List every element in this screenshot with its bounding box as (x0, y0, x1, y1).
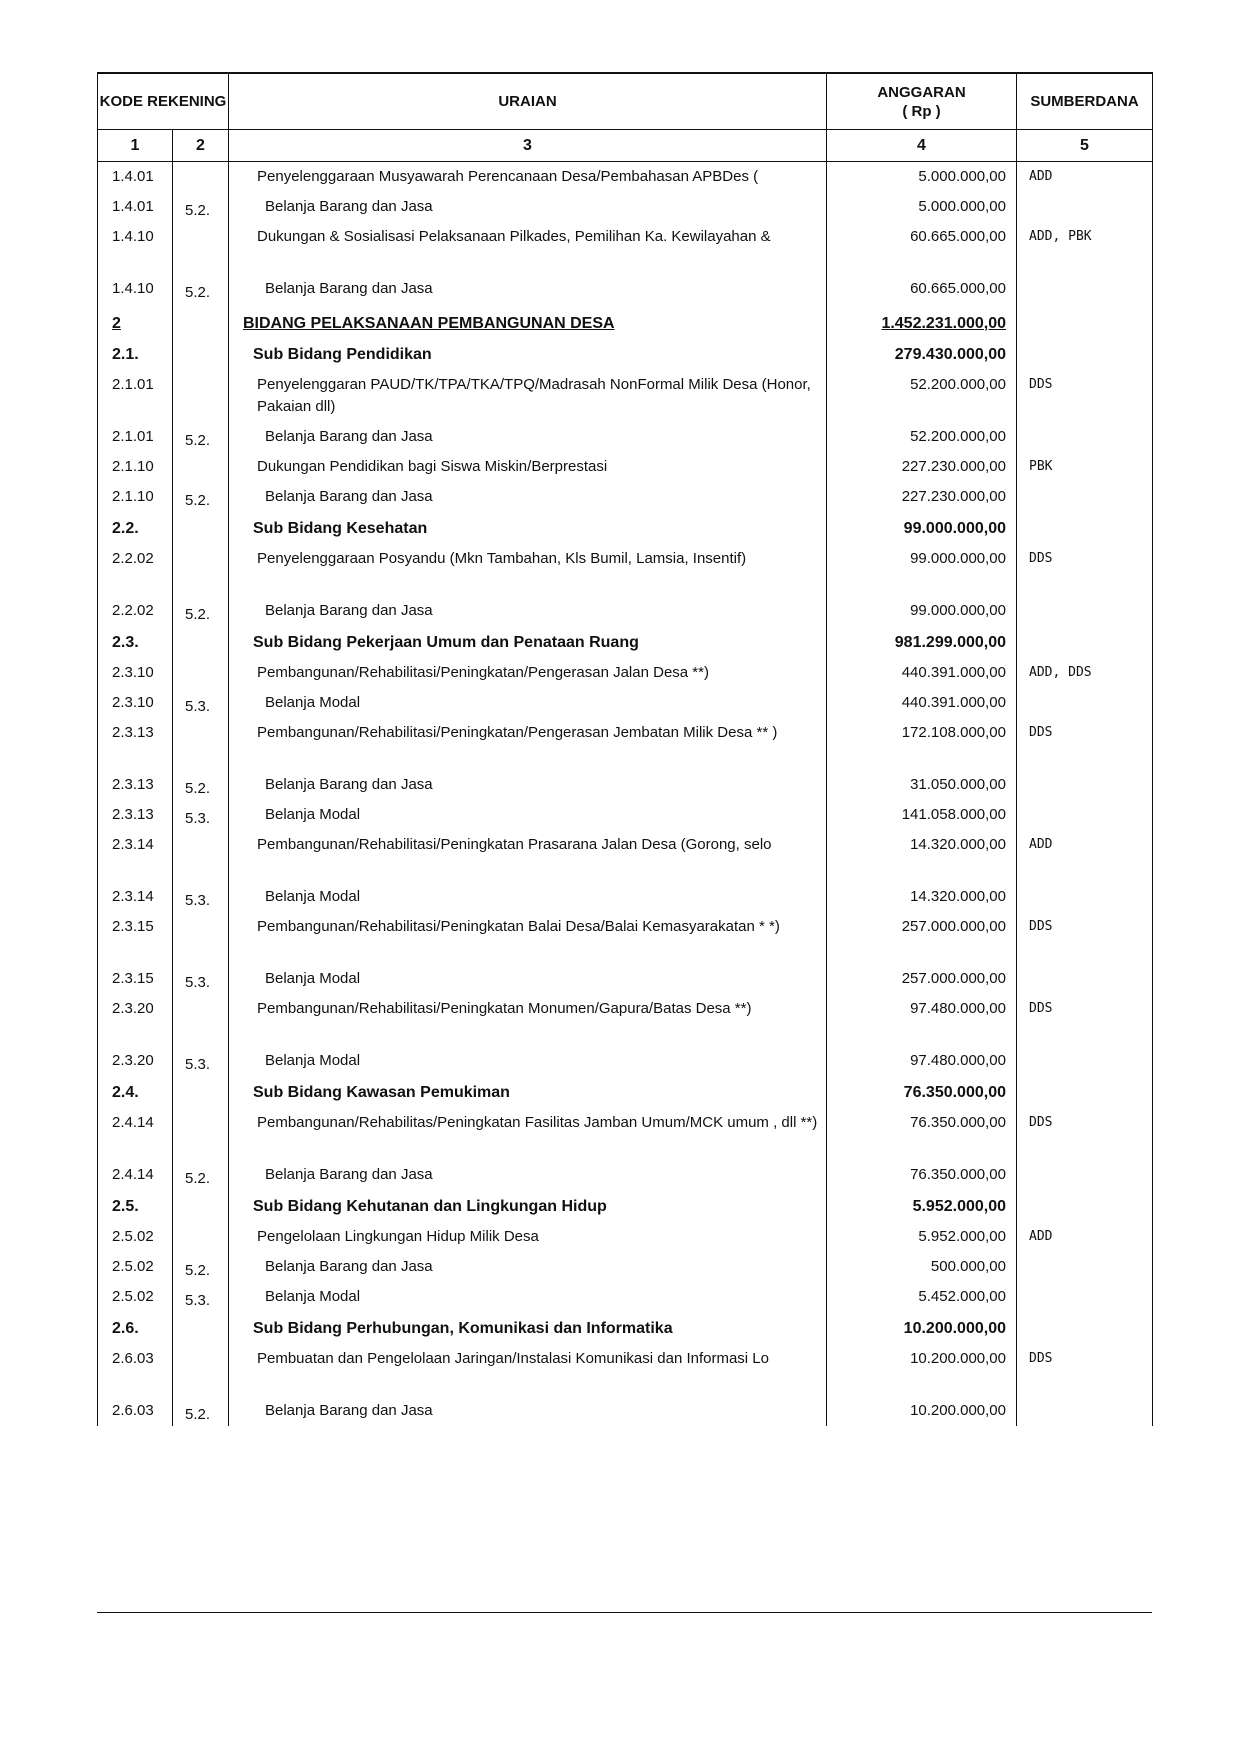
cell-sub-kode: 5.2. (173, 1160, 229, 1190)
cell-kode: 2.1.10 (98, 452, 173, 482)
table-row (98, 964, 1153, 994)
cell-sub-kode (173, 544, 229, 596)
cell-uraian: Sub Bidang Pendidikan (229, 338, 827, 370)
budget-table (97, 72, 1153, 1426)
cell-anggaran: 76.350.000,00 (827, 1160, 1017, 1190)
cell-sumberdana: DDS (1017, 718, 1153, 770)
table-row (98, 718, 1153, 770)
cell-anggaran: 76.350.000,00 (827, 1076, 1017, 1108)
cell-sumberdana (1017, 596, 1153, 626)
table-row (98, 544, 1153, 596)
cell-sub-kode (173, 304, 229, 338)
table-row (98, 688, 1153, 718)
cell-sub-kode: 5.2. (173, 1396, 229, 1426)
table-row (98, 1396, 1153, 1426)
table-row (98, 1282, 1153, 1312)
cell-anggaran: 14.320.000,00 (827, 882, 1017, 912)
cell-uraian: Pengelolaan Lingkungan Hidup Milik Desa (229, 1222, 827, 1252)
table-row (98, 1252, 1153, 1282)
cell-anggaran: 99.000.000,00 (827, 512, 1017, 544)
cell-uraian: Sub Bidang Pekerjaan Umum dan Penataan Ruang (229, 626, 827, 658)
cell-uraian: Belanja Barang dan Jasa (229, 274, 827, 304)
cell-sumberdana (1017, 512, 1153, 544)
cell-uraian: Dukungan & Sosialisasi Pelaksanaan Pilkades, Pemilihan Ka. Kewilayahan & (229, 222, 827, 274)
cell-anggaran: 440.391.000,00 (827, 658, 1017, 688)
cell-kode: 2.3.15 (98, 912, 173, 964)
cell-sumberdana: ADD (1017, 1222, 1153, 1252)
col-number-3: 3 (229, 130, 827, 162)
table-row (98, 882, 1153, 912)
cell-anggaran: 172.108.000,00 (827, 718, 1017, 770)
cell-anggaran: 5.452.000,00 (827, 1282, 1017, 1312)
cell-sumberdana (1017, 482, 1153, 512)
cell-sumberdana (1017, 1312, 1153, 1344)
col-number-1: 1 (98, 130, 173, 162)
cell-anggaran: 10.200.000,00 (827, 1344, 1017, 1396)
cell-sub-kode (173, 1222, 229, 1252)
cell-uraian: Belanja Modal (229, 1046, 827, 1076)
cell-anggaran: 500.000,00 (827, 1252, 1017, 1282)
cell-uraian: Belanja Modal (229, 800, 827, 830)
cell-sub-kode (173, 1344, 229, 1396)
table-row (98, 830, 1153, 882)
cell-sumberdana (1017, 192, 1153, 222)
cell-anggaran: 99.000.000,00 (827, 544, 1017, 596)
cell-kode: 2.2. (98, 512, 173, 544)
cell-kode: 1.4.01 (98, 162, 173, 192)
cell-anggaran: 76.350.000,00 (827, 1108, 1017, 1160)
cell-sumberdana (1017, 1160, 1153, 1190)
cell-sub-kode (173, 370, 229, 422)
cell-uraian: Sub Bidang Kesehatan (229, 512, 827, 544)
table-row (98, 512, 1153, 544)
cell-sub-kode: 5.2. (173, 274, 229, 304)
cell-sumberdana: ADD (1017, 162, 1153, 192)
cell-sub-kode: 5.2. (173, 596, 229, 626)
cell-anggaran: 5.000.000,00 (827, 162, 1017, 192)
cell-anggaran: 97.480.000,00 (827, 994, 1017, 1046)
cell-sumberdana: ADD, DDS (1017, 658, 1153, 688)
cell-sub-kode: 5.2. (173, 1252, 229, 1282)
cell-uraian: Belanja Modal (229, 1282, 827, 1312)
table-row (98, 1160, 1153, 1190)
cell-kode: 2.5.02 (98, 1282, 173, 1312)
cell-kode: 2.5.02 (98, 1222, 173, 1252)
cell-anggaran: 440.391.000,00 (827, 688, 1017, 718)
cell-kode: 2.4.14 (98, 1108, 173, 1160)
cell-uraian: Sub Bidang Perhubungan, Komunikasi dan Informatika (229, 1312, 827, 1344)
cell-uraian: Penyelenggaraan Posyandu (Mkn Tambahan, Kls Bumil, Lamsia, Insentif) (229, 544, 827, 596)
cell-sumberdana (1017, 770, 1153, 800)
table-row (98, 162, 1153, 192)
bottom-rule (97, 1612, 1152, 1613)
cell-sub-kode: 5.3. (173, 800, 229, 830)
cell-uraian: Pembangunan/Rehabilitasi/Peningkatan Prasarana Jalan Desa (Gorong, selo (229, 830, 827, 882)
cell-anggaran: 227.230.000,00 (827, 452, 1017, 482)
cell-anggaran: 14.320.000,00 (827, 830, 1017, 882)
cell-sumberdana: ADD, PBK (1017, 222, 1153, 274)
cell-anggaran: 52.200.000,00 (827, 370, 1017, 422)
cell-kode: 2.3.13 (98, 770, 173, 800)
table-row (98, 658, 1153, 688)
cell-uraian: Belanja Barang dan Jasa (229, 482, 827, 512)
table-body (98, 162, 1153, 1426)
cell-uraian: Pembangunan/Rehabilitasi/Peningkatan Monumen/Gapura/Batas Desa **) (229, 994, 827, 1046)
cell-anggaran: 60.665.000,00 (827, 274, 1017, 304)
table-row (98, 1046, 1153, 1076)
cell-sub-kode (173, 1076, 229, 1108)
cell-kode: 2.3.15 (98, 964, 173, 994)
cell-kode: 2.3.20 (98, 994, 173, 1046)
cell-anggaran: 227.230.000,00 (827, 482, 1017, 512)
table-row (98, 1190, 1153, 1222)
cell-anggaran: 1.452.231.000,00 (827, 304, 1017, 338)
header-anggaran-unit: ( Rp ) (902, 102, 941, 120)
table-row (98, 626, 1153, 658)
cell-kode: 2.3.13 (98, 718, 173, 770)
cell-uraian: Penyelenggaraan Musyawarah Perencanaan Desa/Pembahasan APBDes ( (229, 162, 827, 192)
cell-sub-kode (173, 1108, 229, 1160)
table-row (98, 222, 1153, 274)
col-number-4: 4 (827, 130, 1017, 162)
cell-kode: 2 (98, 304, 173, 338)
cell-uraian: Pembuatan dan Pengelolaan Jaringan/Instalasi Komunikasi dan Informasi Lo (229, 1344, 827, 1396)
cell-kode: 2.1.01 (98, 422, 173, 452)
cell-anggaran: 141.058.000,00 (827, 800, 1017, 830)
cell-uraian: Sub Bidang Kehutanan dan Lingkungan Hidup (229, 1190, 827, 1222)
table-row (98, 596, 1153, 626)
cell-kode: 2.1.10 (98, 482, 173, 512)
table-row (98, 422, 1153, 452)
col-number-5: 5 (1017, 130, 1153, 162)
cell-anggaran: 257.000.000,00 (827, 964, 1017, 994)
cell-sub-kode: 5.2. (173, 192, 229, 222)
cell-sub-kode (173, 658, 229, 688)
cell-kode: 2.5.02 (98, 1252, 173, 1282)
cell-sub-kode: 5.2. (173, 482, 229, 512)
cell-anggaran: 97.480.000,00 (827, 1046, 1017, 1076)
table-row (98, 452, 1153, 482)
cell-anggaran: 10.200.000,00 (827, 1396, 1017, 1426)
cell-sumberdana: ADD (1017, 830, 1153, 882)
cell-sumberdana (1017, 800, 1153, 830)
cell-sub-kode: 5.2. (173, 770, 229, 800)
table-row (98, 482, 1153, 512)
table-row (98, 800, 1153, 830)
cell-sumberdana (1017, 1046, 1153, 1076)
cell-sub-kode: 5.3. (173, 1046, 229, 1076)
budget-sheet (97, 72, 1152, 1426)
cell-uraian: Belanja Barang dan Jasa (229, 1396, 827, 1426)
cell-anggaran: 5.952.000,00 (827, 1190, 1017, 1222)
cell-sumberdana (1017, 964, 1153, 994)
cell-sub-kode: 5.2. (173, 422, 229, 452)
cell-sumberdana: DDS (1017, 912, 1153, 964)
table-row (98, 770, 1153, 800)
table-header (98, 73, 1153, 162)
cell-uraian: Pembangunan/Rehabilitas/Peningkatan Fasilitas Jamban Umum/MCK umum , dll **) (229, 1108, 827, 1160)
cell-kode: 2.3.13 (98, 800, 173, 830)
cell-sumberdana: DDS (1017, 544, 1153, 596)
col-number-2: 2 (173, 130, 229, 162)
cell-sub-kode (173, 452, 229, 482)
table-row (98, 192, 1153, 222)
cell-sumberdana (1017, 882, 1153, 912)
cell-kode: 2.3.14 (98, 882, 173, 912)
cell-sub-kode (173, 912, 229, 964)
cell-anggaran: 981.299.000,00 (827, 626, 1017, 658)
cell-sumberdana: DDS (1017, 370, 1153, 422)
cell-uraian: Dukungan Pendidikan bagi Siswa Miskin/Berprestasi (229, 452, 827, 482)
cell-kode: 2.3. (98, 626, 173, 658)
cell-sumberdana (1017, 422, 1153, 452)
cell-sub-kode (173, 994, 229, 1046)
cell-anggaran: 257.000.000,00 (827, 912, 1017, 964)
cell-kode: 1.4.01 (98, 192, 173, 222)
cell-sub-kode (173, 512, 229, 544)
cell-anggaran: 279.430.000,00 (827, 338, 1017, 370)
cell-kode: 2.6.03 (98, 1344, 173, 1396)
cell-kode: 2.3.20 (98, 1046, 173, 1076)
cell-uraian: Belanja Barang dan Jasa (229, 1160, 827, 1190)
cell-sumberdana (1017, 626, 1153, 658)
cell-uraian: Belanja Barang dan Jasa (229, 422, 827, 452)
header-sumberdana: SUMBERDANA (1017, 73, 1153, 130)
cell-uraian: Pembangunan/Rehabilitasi/Peningkatan/Pengerasan Jembatan Milik Desa ** ) (229, 718, 827, 770)
cell-kode: 1.4.10 (98, 222, 173, 274)
cell-sub-kode (173, 718, 229, 770)
cell-sub-kode (173, 338, 229, 370)
cell-anggaran: 5.952.000,00 (827, 1222, 1017, 1252)
cell-sub-kode (173, 626, 229, 658)
table-row (98, 912, 1153, 964)
header-uraian: URAIAN (229, 73, 827, 130)
cell-kode: 2.6.03 (98, 1396, 173, 1426)
table-row (98, 994, 1153, 1046)
cell-uraian: Sub Bidang Kawasan Pemukiman (229, 1076, 827, 1108)
cell-sub-kode: 5.3. (173, 688, 229, 718)
cell-uraian: Belanja Modal (229, 688, 827, 718)
cell-uraian: Pembangunan/Rehabilitasi/Peningkatan/Pengerasan Jalan Desa **) (229, 658, 827, 688)
cell-kode: 2.3.14 (98, 830, 173, 882)
table-row (98, 370, 1153, 422)
cell-uraian: Belanja Barang dan Jasa (229, 596, 827, 626)
cell-sumberdana (1017, 1076, 1153, 1108)
cell-kode: 2.4.14 (98, 1160, 173, 1190)
cell-kode: 2.3.10 (98, 688, 173, 718)
cell-sumberdana (1017, 1190, 1153, 1222)
cell-anggaran: 31.050.000,00 (827, 770, 1017, 800)
table-row (98, 1076, 1153, 1108)
cell-sub-kode (173, 1190, 229, 1222)
cell-sub-kode: 5.3. (173, 882, 229, 912)
cell-uraian: Penyelenggaran PAUD/TK/TPA/TKA/TPQ/Madrasah NonFormal Milik Desa (Honor, Pakaian dll) (229, 370, 827, 422)
cell-uraian: Belanja Barang dan Jasa (229, 192, 827, 222)
cell-uraian: Belanja Barang dan Jasa (229, 1252, 827, 1282)
cell-uraian: Pembangunan/Rehabilitasi/Peningkatan Balai Desa/Balai Kemasyarakatan * *) (229, 912, 827, 964)
cell-kode: 2.6. (98, 1312, 173, 1344)
cell-sub-kode: 5.3. (173, 964, 229, 994)
cell-uraian: Belanja Modal (229, 964, 827, 994)
cell-anggaran: 10.200.000,00 (827, 1312, 1017, 1344)
cell-kode: 2.1.01 (98, 370, 173, 422)
table-row (98, 1222, 1153, 1252)
cell-sumberdana (1017, 1252, 1153, 1282)
cell-sumberdana (1017, 688, 1153, 718)
cell-sumberdana: DDS (1017, 1344, 1153, 1396)
cell-sumberdana (1017, 338, 1153, 370)
cell-kode: 2.4. (98, 1076, 173, 1108)
cell-kode: 2.2.02 (98, 544, 173, 596)
cell-sub-kode: 5.3. (173, 1282, 229, 1312)
cell-sub-kode (173, 162, 229, 192)
cell-kode: 2.1. (98, 338, 173, 370)
cell-sumberdana (1017, 304, 1153, 338)
table-row (98, 1312, 1153, 1344)
cell-kode: 2.5. (98, 1190, 173, 1222)
cell-kode: 2.2.02 (98, 596, 173, 626)
cell-sumberdana: DDS (1017, 1108, 1153, 1160)
cell-sumberdana: PBK (1017, 452, 1153, 482)
header-anggaran-label: ANGGARAN (877, 83, 966, 101)
table-row (98, 1344, 1153, 1396)
cell-kode: 2.3.10 (98, 658, 173, 688)
cell-anggaran: 52.200.000,00 (827, 422, 1017, 452)
cell-uraian: Belanja Barang dan Jasa (229, 770, 827, 800)
header-kode-rekening: KODE REKENING (98, 73, 229, 130)
cell-sub-kode (173, 830, 229, 882)
cell-kode: 1.4.10 (98, 274, 173, 304)
cell-uraian: BIDANG PELAKSANAAN PEMBANGUNAN DESA (229, 304, 827, 338)
cell-anggaran: 5.000.000,00 (827, 192, 1017, 222)
table-row (98, 274, 1153, 304)
cell-uraian: Belanja Modal (229, 882, 827, 912)
cell-sumberdana: DDS (1017, 994, 1153, 1046)
cell-anggaran: 60.665.000,00 (827, 222, 1017, 274)
cell-sub-kode (173, 222, 229, 274)
cell-sub-kode (173, 1312, 229, 1344)
cell-sumberdana (1017, 274, 1153, 304)
table-row (98, 1108, 1153, 1160)
cell-sumberdana (1017, 1396, 1153, 1426)
table-row (98, 338, 1153, 370)
header-anggaran (827, 73, 1017, 130)
cell-sumberdana (1017, 1282, 1153, 1312)
cell-anggaran: 99.000.000,00 (827, 596, 1017, 626)
table-row (98, 304, 1153, 338)
